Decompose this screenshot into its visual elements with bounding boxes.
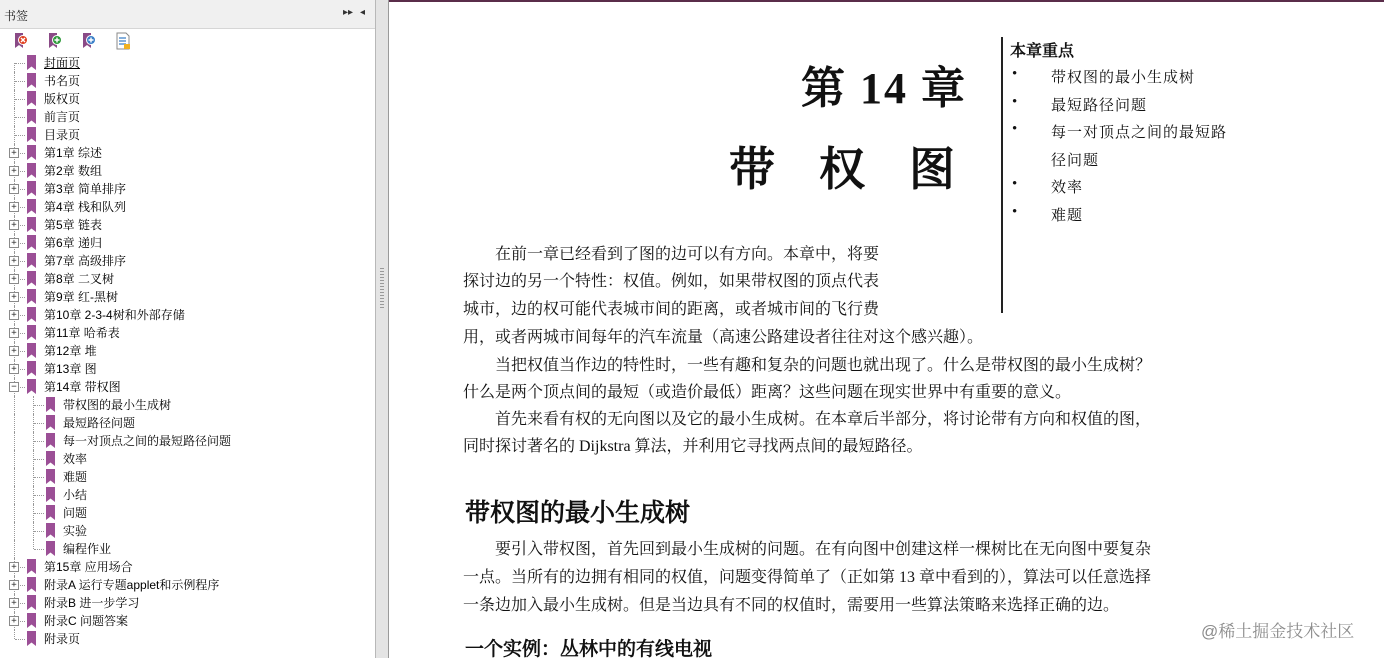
paragraph-line: 同时探讨著名的 Dijkstra 算法，并利用它寻找两点间的最短路径。 (463, 438, 923, 455)
bookmark-label: 第8章 二叉树 (44, 272, 115, 286)
bookmarks-header (0, 0, 375, 29)
bookmark-label: 效率 (63, 452, 88, 466)
bookmark-icon (46, 415, 55, 430)
bookmark-icon (27, 271, 36, 286)
expand-toggle-icon[interactable]: + (9, 274, 19, 284)
bookmark-label: 第3章 简单排序 (44, 182, 127, 196)
bookmark-label: 第11章 哈希表 (44, 326, 120, 340)
bookmark-child-item[interactable] (0, 468, 375, 486)
bookmark-icon (27, 343, 36, 358)
key-point-text: 每一对顶点之间的最短路 (1051, 125, 1228, 141)
bookmark-icon (27, 199, 36, 214)
bookmark-label: 小结 (63, 488, 88, 502)
bookmark-label: 第14章 带权图 (44, 380, 121, 394)
bookmark-icon (46, 505, 55, 520)
bookmark-item[interactable] (0, 378, 375, 396)
key-point-text: 最短路径问题 (1051, 98, 1148, 114)
bookmark-item[interactable] (0, 558, 375, 576)
bookmark-label: 附录A 运行专题applet和示例程序 (44, 578, 220, 592)
expand-toggle-icon[interactable]: + (9, 310, 19, 320)
bookmark-child-item[interactable] (0, 414, 375, 432)
bookmark-label: 第4章 栈和队列 (44, 200, 127, 214)
bullet-icon: • (1012, 204, 1018, 220)
bookmark-label: 第10章 2-3-4树和外部存储 (44, 308, 185, 322)
bookmark-icon (27, 253, 36, 268)
bookmarks-panel (0, 0, 376, 658)
bookmark-item[interactable] (0, 54, 375, 72)
bookmark-icon (27, 595, 36, 610)
key-point-text: 难题 (1051, 208, 1084, 224)
chapter-number: 第 14 章 (801, 64, 967, 113)
bookmark-label: 附录B 进一步学习 (44, 596, 140, 610)
bookmark-icon (27, 307, 36, 322)
paragraph-line: 一点。当所有的边拥有相同的权值，问题变得简单了（正如第 13 章中看到的），算法可以任意选择 (463, 569, 1152, 586)
bookmark-item[interactable] (0, 180, 375, 198)
bookmark-label: 编程作业 (63, 542, 112, 556)
bookmark-item[interactable] (0, 306, 375, 324)
bookmark-child-item[interactable] (0, 522, 375, 540)
bookmark-icon (27, 55, 36, 70)
bookmark-child-item[interactable] (0, 486, 375, 504)
paragraph-line: 当把权值当作边的特性时，一些有趣和复杂的问题也就出现了。什么是带权图的最小生成树？ (463, 357, 1152, 374)
bookmark-item[interactable] (0, 72, 375, 90)
bookmark-child-item[interactable] (0, 540, 375, 558)
bookmark-label: 第1章 综述 (44, 146, 103, 160)
expand-toggle-icon[interactable]: + (9, 292, 19, 302)
bookmark-label: 问题 (63, 506, 88, 520)
bookmark-icon (27, 73, 36, 88)
bookmark-label: 难题 (63, 470, 88, 484)
bookmark-icon (27, 289, 36, 304)
page-top-border (389, 0, 1384, 2)
bookmark-icon (27, 217, 36, 232)
paragraph-line: 探讨边的另一个特性：权值。例如，如果带权图的顶点代表 (463, 273, 880, 290)
bookmark-item[interactable] (0, 234, 375, 252)
bookmark-icon (27, 235, 36, 250)
paragraph-line: 首先来看有权的无向图以及它的最小生成树。在本章后半部分，将讨论带有方向和权值的图， (463, 411, 1152, 428)
bookmark-item[interactable] (0, 126, 375, 144)
bookmark-icon (27, 631, 36, 646)
watermark: @稀土掘金技术社区 (1201, 622, 1355, 641)
bookmark-label: 每一对顶点之间的最短路径问题 (63, 434, 232, 448)
bookmark-item[interactable] (0, 342, 375, 360)
expand-toggle-icon[interactable]: + (9, 616, 19, 626)
bookmark-icon (46, 523, 55, 538)
bookmark-icon (27, 577, 36, 592)
panel-splitter[interactable] (376, 0, 389, 658)
bookmark-icon (27, 325, 36, 340)
bookmark-icon (46, 433, 55, 448)
add-bookmark-icon[interactable] (46, 32, 64, 50)
document-view (389, 0, 1384, 658)
bookmark-item[interactable] (0, 144, 375, 162)
expand-toggle-icon[interactable]: + (9, 166, 19, 176)
expand-toggle-icon[interactable]: + (9, 580, 19, 590)
bookmark-item[interactable] (0, 216, 375, 234)
expand-toggle-icon[interactable]: + (9, 256, 19, 266)
key-point-text: 径问题 (1051, 153, 1100, 169)
bookmark-icon (46, 397, 55, 412)
paragraph-line: 要引入带权图，首先回到最小生成树的问题。在有向图中创建这样一棵树比在无向图中要复杂 (463, 541, 1152, 558)
bullet-icon: • (1012, 66, 1018, 82)
bookmark-child-item[interactable] (0, 432, 375, 450)
expand-toggle-icon[interactable]: + (9, 346, 19, 356)
bookmarks-title: 书签 (4, 9, 29, 23)
expand-toggle-icon[interactable]: + (9, 328, 19, 338)
paragraph-line: 在前一章已经看到了图的边可以有方向。本章中，将要 (463, 246, 880, 263)
chapter-title: 带权图 (729, 144, 999, 195)
key-points-divider (1001, 37, 1003, 313)
bookmark-label: 封面页 (44, 56, 81, 70)
bookmark-icon (46, 541, 55, 556)
bookmark-label: 前言页 (44, 110, 81, 124)
bookmark-child-item[interactable] (0, 504, 375, 522)
bookmark-item[interactable] (0, 270, 375, 288)
bookmark-tree (0, 54, 375, 648)
bullet-icon: • (1012, 94, 1018, 110)
add-child-bookmark-icon[interactable] (80, 32, 98, 50)
bookmark-icon (46, 487, 55, 502)
bookmark-label: 附录C 问题答案 (44, 614, 129, 628)
bookmark-label: 第2章 数组 (44, 164, 103, 178)
expand-toggle-icon[interactable]: + (9, 562, 19, 572)
bookmark-icon (27, 109, 36, 124)
bookmark-icon (27, 613, 36, 628)
bookmark-label: 第7章 高级排序 (44, 254, 127, 268)
bookmark-item[interactable] (0, 324, 375, 342)
bookmark-child-item[interactable] (0, 396, 375, 414)
bookmark-icon (46, 451, 55, 466)
bullet-icon: • (1012, 121, 1018, 137)
bookmark-icon (27, 379, 36, 394)
bookmark-item[interactable] (0, 252, 375, 270)
bookmark-item[interactable] (0, 198, 375, 216)
bookmark-label: 第5章 链表 (44, 218, 103, 232)
bookmark-label: 书名页 (44, 74, 81, 88)
bookmark-item[interactable] (0, 594, 375, 612)
bookmark-properties-icon[interactable] (114, 32, 132, 50)
delete-bookmark-icon[interactable] (12, 32, 30, 50)
bookmark-icon (27, 361, 36, 376)
expand-toggle-icon[interactable]: + (9, 364, 19, 374)
expand-toggle-icon[interactable]: + (9, 202, 19, 212)
bookmark-item[interactable] (0, 360, 375, 378)
bookmark-label: 带权图的最小生成树 (63, 398, 172, 412)
bookmark-label: 目录页 (44, 128, 81, 142)
bookmark-label: 第9章 红-黑树 (44, 290, 119, 304)
bookmark-label: 实验 (63, 524, 88, 538)
bookmark-item[interactable] (0, 612, 375, 630)
key-points-heading: 本章重点 (1010, 43, 1075, 60)
expand-toggle-icon[interactable]: + (9, 238, 19, 248)
collapse-toggle-icon[interactable]: − (9, 382, 19, 392)
key-point-text: 带权图的最小生成树 (1051, 70, 1196, 86)
bookmark-icon (27, 559, 36, 574)
subsection-heading: 一个实例：丛林中的有线电视 (465, 639, 713, 660)
bookmark-item[interactable] (0, 630, 375, 648)
bookmark-icon (27, 181, 36, 196)
bookmark-label: 第6章 递归 (44, 236, 103, 250)
bookmark-label: 附录页 (44, 632, 81, 646)
close-panel-icon[interactable]: ◂ (360, 7, 366, 18)
bullet-icon: • (1012, 176, 1018, 192)
bookmark-label: 最短路径问题 (63, 416, 136, 430)
expand-toggle-icon[interactable]: + (9, 184, 19, 194)
splitter-grip[interactable] (380, 268, 384, 310)
paragraph-line: 城市，边的权可能代表城市间的距离，或者城市间的飞行费 (463, 301, 880, 318)
expand-toggle-icon[interactable]: + (9, 148, 19, 158)
section-heading: 带权图的最小生成树 (465, 499, 691, 527)
bookmark-item[interactable] (0, 90, 375, 108)
bookmark-item[interactable] (0, 162, 375, 180)
bookmark-item[interactable] (0, 108, 375, 126)
expand-panel-icon[interactable]: ▸▸ (343, 7, 354, 18)
bookmark-icon (27, 145, 36, 160)
paragraph-line: 什么是两个顶点间的最短（或造价最低）距离？这些问题在现实世界中有重要的意义。 (463, 384, 1072, 401)
paragraph-line: 用，或者两城市间每年的汽车流量（高速公路建设者往往对这个感兴趣）。 (463, 329, 984, 346)
bookmarks-toolbar (0, 29, 375, 53)
bookmark-icon (27, 91, 36, 106)
bookmark-item[interactable] (0, 288, 375, 306)
bookmark-item[interactable] (0, 576, 375, 594)
bookmark-label: 版权页 (44, 92, 81, 106)
bookmark-icon (27, 127, 36, 142)
key-point-text: 效率 (1051, 180, 1084, 196)
expand-toggle-icon[interactable]: + (9, 220, 19, 230)
paragraph-line: 一条边加入最小生成树。但是当边具有不同的权值时，需要用一些算法策略来选择正确的边。 (463, 597, 1120, 614)
bookmark-label: 第15章 应用场合 (44, 560, 133, 574)
bookmark-label: 第12章 堆 (44, 344, 97, 358)
bookmark-child-item[interactable] (0, 450, 375, 468)
bookmark-icon (27, 163, 36, 178)
expand-toggle-icon[interactable]: + (9, 598, 19, 608)
bookmark-label: 第13章 图 (44, 362, 97, 376)
bookmark-icon (46, 469, 55, 484)
